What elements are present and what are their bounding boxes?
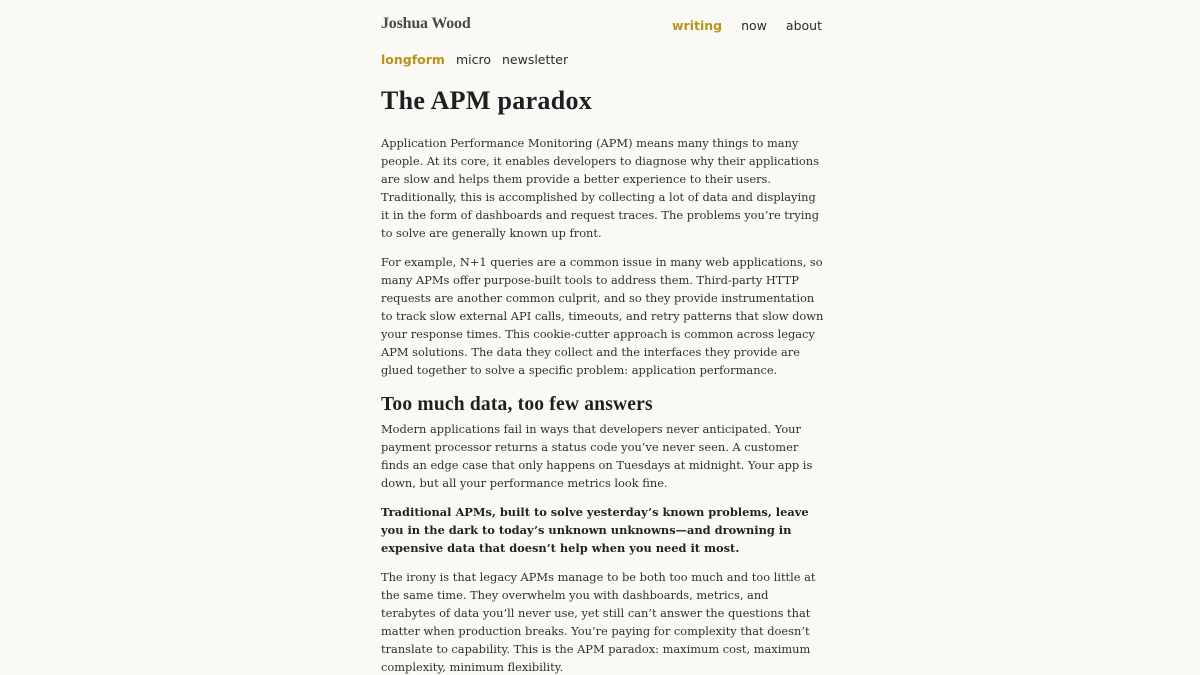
main-nav: [672, 18, 841, 33]
article-paragraph: Application Performance Monitoring (APM) means many things to many people. At its core, it enables developers to diagnose why their applications are slow and helps them provide a better experience to their users. Traditionally, this is accomplished by collecting a lot of data and displaying it in the form of dashboards and request traces. The problems you’re trying to solve are generally known up front.: [381, 136, 820, 240]
subnav-item-newsletter[interactable]: newsletter: [501, 52, 569, 67]
article-paragraph: For example, N+1 queries are a common issue in many web applications, so many APMs offer purpose-built tools to address them. Third-party HTTP requests are another common culprit, and so they provide instrumentation to track slow external API calls, timeouts, and retry patterns that slow down your response times. This cookie-cutter approach is common across legacy APM solutions. The data they collect and the interfaces they provide are glued together to solve a specific problem: application performance.: [381, 255, 824, 377]
subnav-item-micro[interactable]: micro: [455, 52, 491, 67]
article-title: The APM paradox: [381, 86, 593, 115]
subnav-item-longform[interactable]: longform: [381, 52, 445, 67]
section-paragraph: Modern applications fail in ways that developers never anticipated. Your payment processor returns a status code you’ve never seen. A customer finds an edge case that only happens on Tuesdays at midnight. Your app is down, but all your performance metrics look fine.: [381, 422, 813, 490]
sub-nav: [381, 52, 579, 67]
article-body: [381, 134, 826, 675]
section-heading: Too much data, too few answers: [381, 394, 653, 415]
emphasis-paragraph: Traditional APMs, built to solve yesterday’s known problems, leave you in the dark to today’s unknown unknowns—and drowning in expensive data that doesn’t help when you need it most.: [381, 505, 809, 555]
site-title-link[interactable]: Joshua Wood: [381, 15, 471, 32]
nav-item-about[interactable]: about: [785, 18, 822, 33]
section-heading-wrap: [381, 396, 826, 414]
nav-item-writing[interactable]: writing: [672, 18, 723, 33]
nav-item-now[interactable]: now: [741, 18, 767, 33]
section-paragraph: The irony is that legacy APMs manage to be both too much and too little at the same time. They overwhelm you with dashboards, metrics, and terabytes of data you’ll never use, yet still can’t answer the questions that matter when production breaks. You’re paying for complexity that doesn’t translate to capability. This is the APM paradox: maximum cost, maximum complexity, minimum flexibility.: [381, 570, 816, 674]
